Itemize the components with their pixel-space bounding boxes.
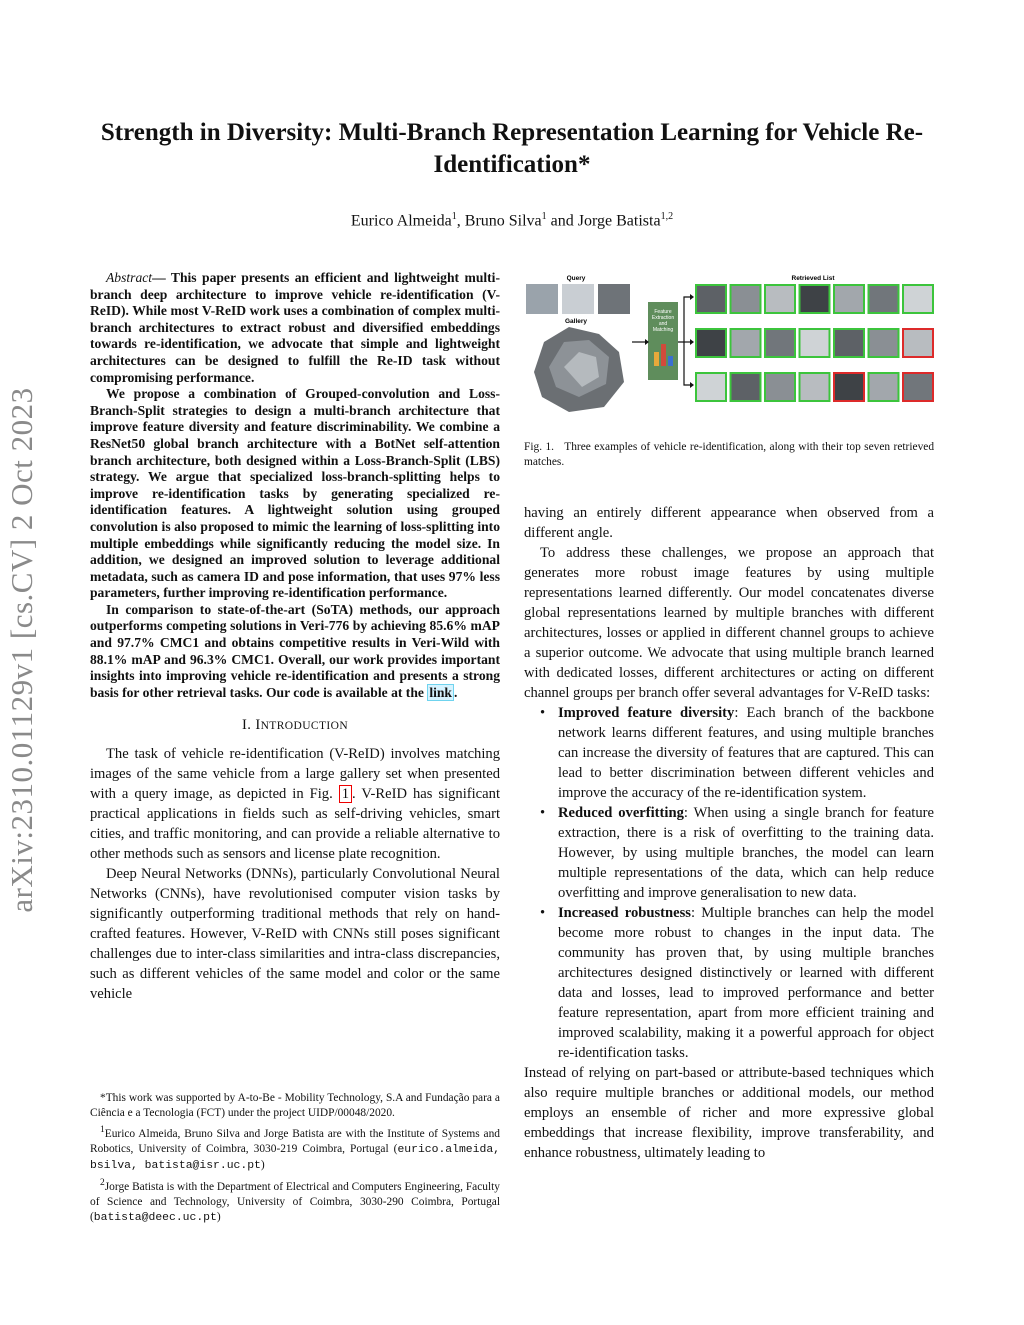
retrieved-vehicle-image [904,286,932,312]
footnote-mark: 2 [100,1177,105,1188]
retrieved-vehicle-image [904,374,932,400]
retrieved-vehicle-image [835,286,863,312]
bullet: • [540,905,546,921]
query-image [598,284,630,314]
abstract-text: . [454,684,458,700]
retrieved-vehicle-image [801,330,829,356]
list-item-text: : When using a single branch for feature extraction, there is a risk of overfitting to the training data. However, by using multiple branches, the model can learn multiple representations of the data, which can help reduce overfitting and improve generalisation to new data. [558,805,934,901]
author-list [90,211,934,230]
footnote [90,1176,500,1226]
retrieved-vehicle-image [801,374,829,400]
bullet: • [540,805,546,821]
footnote-mark: 1 [100,1125,105,1135]
author-affiliation: 1,2 [660,211,674,222]
box-label: and [658,321,668,327]
query-image [526,284,558,314]
list-item [540,903,934,1063]
list-item-title: Increased robustness [558,905,691,921]
footnote [90,1123,500,1174]
arrowhead [690,382,694,388]
bullet: • [540,705,546,721]
section-title-rest: NTRODUCTION [260,720,349,733]
feature-extraction-box [648,302,678,380]
arrowhead [690,339,694,345]
retrieved-vehicle-image [766,374,794,400]
body-paragraph: Instead of relying on part-based or attribute-based techniques which also require multiple branches or additional models, our method employs an ensemble of richer and more expressive global embeddings that increase flexibility, improve transferability, and enhance robustness, ultimately leading to [524,1065,934,1161]
body-paragraph: To address these challenges, we propose an approach that generates more robust image features by using multiple representations learned differently. Our model concatenates diverse global representations learned by multiple branches with different architectures, losses or applied in different channel groups to achieve a superior outcome. We advocate that using multiple branch learned with dedicated losses, different architectures or acting on different channel groups per branch offer several advantages for V-ReID tasks: [524,545,934,701]
left-column [90,270,500,1004]
caption-label: Fig. 1. [524,441,555,453]
gallery-label: Gallery [564,318,588,325]
author-separator: and [546,212,578,230]
body-text: The task of vehicle re-identification (V-ReID) involves matching images of the same vehicle from a large gallery set when presented with a query image, as depicted in Fig. [90,746,500,803]
retrieved-list-label: Retrieved List [791,275,835,282]
author-name: Eurico Almeida [350,212,452,230]
footnote-email: batista@deec.uc.pt [93,1211,217,1224]
abstract-text: This paper presents an efficient and lightweight multi-branch deep architecture to improve vehicle re-identification (V-ReID). While most V-ReID work uses a combination of complex multi-branch architectures to extract robust and diversified embeddings towards re-identification, we advocate that simple and lightweight architectures can be designed to fulfill the Re-ID task without compromising performance. [90,270,500,385]
list-item [540,703,934,803]
box-label: Matching [652,327,674,333]
author-name: Bruno Silva [464,212,542,230]
body-paragraph: having an entirely different appearance when observed from a different angle. [524,505,934,541]
abstract-paragraph [90,602,500,702]
section-heading [90,715,500,736]
arrowhead [690,294,694,300]
retrieved-vehicle-image [697,286,725,312]
figure-caption [524,440,934,470]
list-item [540,803,934,903]
author-separator: , [456,212,465,230]
retrieved-vehicle-image [870,330,898,356]
abstract-label: Abstract [106,270,153,285]
retrieved-vehicle-image [904,330,932,356]
arrow [684,342,690,385]
section-number: I. [241,717,252,734]
author-name: Jorge Batista [577,212,661,230]
retrieved-vehicle-image [697,330,725,356]
bar-icon [661,344,666,366]
box-label: Feature [654,309,672,315]
retrieved-vehicle-image [870,286,898,312]
abstract-paragraph [90,270,500,386]
retrieved-grid [695,284,934,402]
retrieved-vehicle-image [766,330,794,356]
figure-1 [524,272,934,424]
abstract [90,270,500,701]
footnote-text: Eurico Almeida, Bruno Silva and Jorge Batista are with the Institute of Systems and Robotics, University of Coimbra, 3030-219 Coimbra, Portugal ( [90,1127,500,1155]
retrieved-vehicle-image [870,374,898,400]
bar-icon [668,356,673,366]
author-affiliation: 1 [451,211,457,222]
query-label: Query [566,275,586,282]
code-link[interactable]: link [429,684,452,700]
list-item-title: Reduced overfitting [558,805,684,821]
paper-title: Strength in Diversity: Multi-Branch Representation Learning for Vehicle Re-Identification* [100,119,924,178]
arxiv-stamp [2,360,42,940]
footnote-email: eurico.almeida, bsilva, batista@isr.uc.pt [90,1143,500,1172]
body-text: . V-ReID has significant practical applications in fields such as self-driving vehicles, smart cities, and traffic monitoring, and can provide a reliable alternative to other methods such as sensors and license plate recognition. [90,786,500,863]
bar-icon [654,352,659,366]
abstract-dash: — [152,270,171,285]
author-affiliation: 1 [541,211,547,222]
retrieved-vehicle-image [835,330,863,356]
footnote-text: ) [216,1210,221,1223]
list-item-text: : Each branch of the backbone network learns different features, and using multiple branches can increase the diversity of features that are captured. This can lead to better discrimination between different vehicles and improve the accuracy of the re-identification system. [558,705,934,801]
section-title-first: I [255,717,261,734]
retrieved-vehicle-image [835,374,863,400]
caption-text: Three examples of vehicle re-identification, along with their top seven retrieved matches. [524,441,935,468]
body-paragraph: Deep Neural Networks (DNNs), particularly Convolutional Neural Networks (CNNs), have revolutionised computer vision tasks by significantly outperforming traditional methods that rely on hand-crafted features. However, V-ReID with CNNs still poses significant challenges due to inter-class similarities and intra-class discrepancies, such as different vehicles of the same model and color or the same vehicle [90,866,500,1003]
abstract-text: In comparison to state-of-the-art (SoTA) methods, our approach outperforms competing solutions in Veri-776 by achieving 85.6% mAP and 97.7% CMC1 and obtains competitive results in Veri-Wild with 88.1% mAP and 96.3% CMC1. Overall, our work provides important insights into improving vehicle re-identification and presents a strong basis for other retrieval tasks. Our code is available at the [90,601,500,700]
query-images [526,284,630,314]
retrieved-vehicle-image [766,286,794,312]
retrieved-vehicle-image [732,286,760,312]
arrow [678,297,690,342]
retrieved-vehicle-image [732,374,760,400]
box-label: Extraction [651,315,675,321]
arxiv-stamp-text: arXiv:2310.01129v1 [cs.CV] 2 Oct 2023 [4,387,39,913]
footnote: *This work was supported by A-to-Be - Mobility Technology, S.A and Fundação para a Ciência e a Tecnologia (FCT) under the project UIDP/00048/2020. [90,1092,500,1119]
list-item-title: Improved feature diversity [558,705,735,721]
footnote-text: ) [260,1158,265,1171]
retrieved-vehicle-image [801,286,829,312]
abstract-paragraph: We propose a combination of Grouped-convolution and Loss-Branch-Split strategies to design a multi-branch architecture that improve feature diversity and feature discriminability. We combine a ResNet50 global branch architecture with a BotNet self-attention branch architecture, both designed within a Loss-Branch-Split (LBS) strategy. We argue that specialized loss-branch-splitting helps to improve re-identification tasks by generating specialized re-identification features. A lightweight solution using grouped convolution is also proposed to mimic the learning of loss-splitting into multiple embeddings while significantly reducing the model size. In addition, we designed an improved solution to leverage additional metadata, such as camera ID and pose information, that uses 97% less parameters, further improving re-identification performance. [90,386,500,601]
right-column [524,503,934,1163]
query-image [562,284,594,314]
advantages-list [524,703,934,1063]
figure-reference-link[interactable]: 1 [339,785,352,803]
list-item-text: : Multiple branches can help the model become more robust to changes in the input data. The community has proven that, by using multiple branches architectures designed distinctively or learned with different data and losses, lead to improved performance and better feature representation, apart from more efficient training and improved scalability, making it a powerful approach for object re-identification tasks. [558,905,934,1061]
retrieved-vehicle-image [732,330,760,356]
footnotes [90,1091,500,1228]
gallery-pile [534,327,624,412]
retrieved-vehicle-image [697,374,725,400]
footnote-text: Jorge Batista is with the Department of Electrical and Computers Engineering, Faculty of Science and Technology, University of Coimbra, 3030-290 Coimbra, Portugal ( [90,1180,500,1223]
body-paragraph [90,744,500,864]
